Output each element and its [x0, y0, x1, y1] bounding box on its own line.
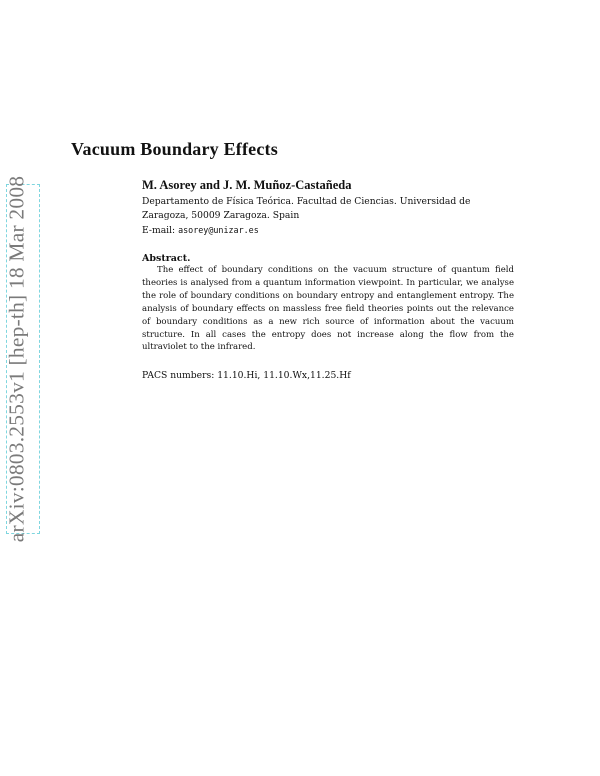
paper-authors: M. Asorey and J. M. Muñoz-Castañeda — [142, 178, 352, 192]
email-address: asorey@unizar.es — [178, 225, 259, 235]
affiliation: Departamento de Física Teórica. Facultad de Ciencias. Universidad de Zaragoza, 50009 Zaragoza. Spain — [142, 196, 471, 221]
email-label: E-mail: — [142, 225, 176, 236]
pacs-numbers: PACS numbers: 11.10.Hi, 11.10.Wx,11.25.Hf — [142, 370, 351, 381]
paper-title: Vacuum Boundary Effects — [71, 139, 278, 159]
email-line — [142, 225, 259, 236]
abstract-heading: Abstract. — [142, 253, 191, 264]
abstract-text: The effect of boundary conditions on the vacuum structure of quantum field theories is analysed from a quantum information viewpoint. In particular, we analyse the role of boundary conditions on boundary entropy and entanglement entropy. The analysis of boundary effects on massless free field theories points out the relevance of boundary conditions as a new rich source of information about the vacuum structure. In all cases the entropy does not increase along the flow from the ultraviolet to the infrared. — [142, 265, 514, 353]
arxiv-stamp: arXiv:0803.2553v1 [hep-th] 18 Mar 2008 — [4, 175, 29, 543]
